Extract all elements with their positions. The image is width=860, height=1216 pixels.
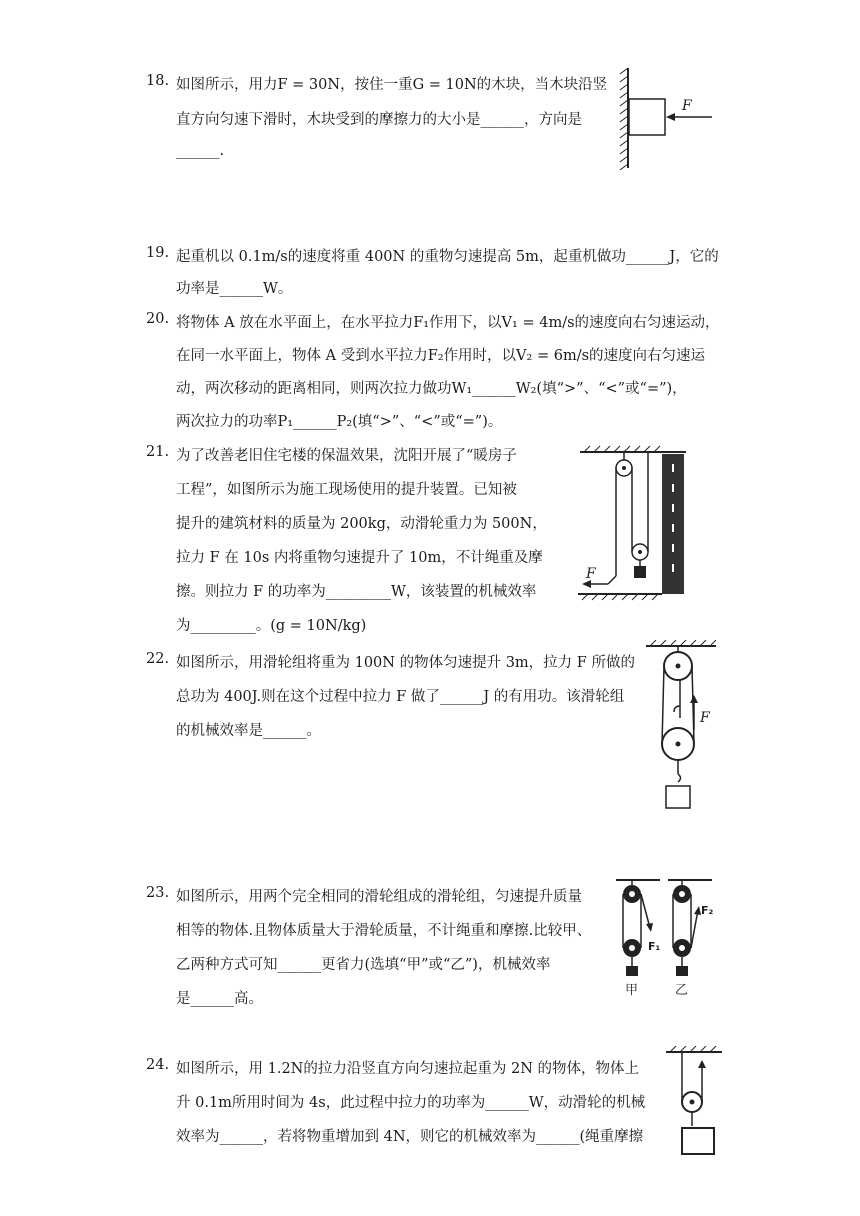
figure-two-pulley-systems xyxy=(612,874,722,1000)
question-line: ______. xyxy=(176,143,225,159)
figure-pulley-block xyxy=(644,640,724,816)
figure-wall-block xyxy=(618,66,718,170)
question-line: 直方向匀速下滑时，木块受到的摩擦力的大小是______，方向是 xyxy=(176,112,582,128)
question-number: 21. xyxy=(146,444,170,460)
question-line: 擦。则拉力 F 的功率为_________W，该装置的机械效率 xyxy=(176,584,537,600)
question-line: 在同一水平面上，物体 A 受到水平拉力F₂作用时，以V₂ = 6m/s的速度向右匀速运 xyxy=(176,348,706,364)
question-line: 相等的物体.且物体质量大于滑轮质量，不计绳重和摩擦.比较甲、 xyxy=(176,923,592,939)
question-line: 如图所示，用力F = 30N，按住一重G = 10N的木块，当木块沿竖 xyxy=(176,77,608,93)
question-line: 工程”，如图所示为施工现场使用的提升装置。已知被 xyxy=(176,482,517,498)
question-line: 如图所示，用滑轮组将重为 100N 的物体匀速提升 3m，拉力 F 所做的 xyxy=(176,655,635,671)
figure-label-F: F xyxy=(586,566,596,582)
figure-label-jia: 甲 xyxy=(625,983,639,998)
question-line: 如图所示，用两个完全相同的滑轮组成的滑轮组，匀速提升质量 xyxy=(176,889,582,905)
question-number: 22. xyxy=(146,651,170,667)
question-line: 动，两次移动的距离相同，则两次拉力做功W₁______W₂(填“>”、“<”或“=”)， xyxy=(176,381,687,397)
question-number: 19. xyxy=(146,245,170,261)
question-line: 功率是______W。 xyxy=(176,281,293,297)
question-line: 为了改善老旧住宅楼的保温效果，沈阳开展了“暖房子 xyxy=(176,448,517,464)
figure-label-F: F xyxy=(682,98,692,114)
figure-lifting-device xyxy=(578,444,690,604)
question-number: 23. xyxy=(146,885,170,901)
question-line: 两次拉力的功率P₁______P₂(填“>”、“<”或“=”)。 xyxy=(176,414,503,430)
question-line: 将物体 A 放在水平面上，在水平拉力F₁作用下，以V₁ = 4m/s的速度向右匀速运动， xyxy=(176,315,720,331)
question-line: 是______高。 xyxy=(176,991,263,1007)
question-line: 拉力 F 在 10s 内将重物匀速提升了 10m，不计绳重及摩 xyxy=(176,550,543,566)
question-line: 的机械效率是______。 xyxy=(176,723,321,739)
question-line: 如图所示，用 1.2N的拉力沿竖直方向匀速拉起重为 2N 的物体，物体上 xyxy=(176,1061,639,1077)
question-number: 20. xyxy=(146,311,170,327)
question-line: 为_________。(g = 10N/kg) xyxy=(176,618,367,634)
figure-label-F: F xyxy=(700,710,710,726)
figure-movable-pulley xyxy=(664,1046,728,1158)
figure-label-F2: F₂ xyxy=(701,904,714,917)
question-line: 总功为 400J.则在这个过程中拉力 F 做了______J 的有用功。该滑轮组 xyxy=(176,689,625,705)
question-line: 效率为______，若将物重增加到 4N，则它的机械效率为______(绳重摩擦 xyxy=(176,1129,644,1145)
figure-label-F1: F₁ xyxy=(648,940,661,953)
question-line: 升 0.1m所用时间为 4s，此过程中拉力的功率为______W，动滑轮的机械 xyxy=(176,1095,646,1111)
question-line: 提升的建筑材料的质量为 200kg，动滑轮重力为 500N， xyxy=(176,516,547,532)
question-number: 24. xyxy=(146,1057,170,1073)
question-line: 乙两种方式可知______更省力(选填“甲”或“乙”)，机械效率 xyxy=(176,957,551,973)
question-line: 起重机以 0.1m/s的速度将重 400N 的重物匀速提高 5m，起重机做功______J，它的 xyxy=(176,249,719,265)
figure-label-yi: 乙 xyxy=(675,983,689,998)
question-number: 18. xyxy=(146,73,170,89)
